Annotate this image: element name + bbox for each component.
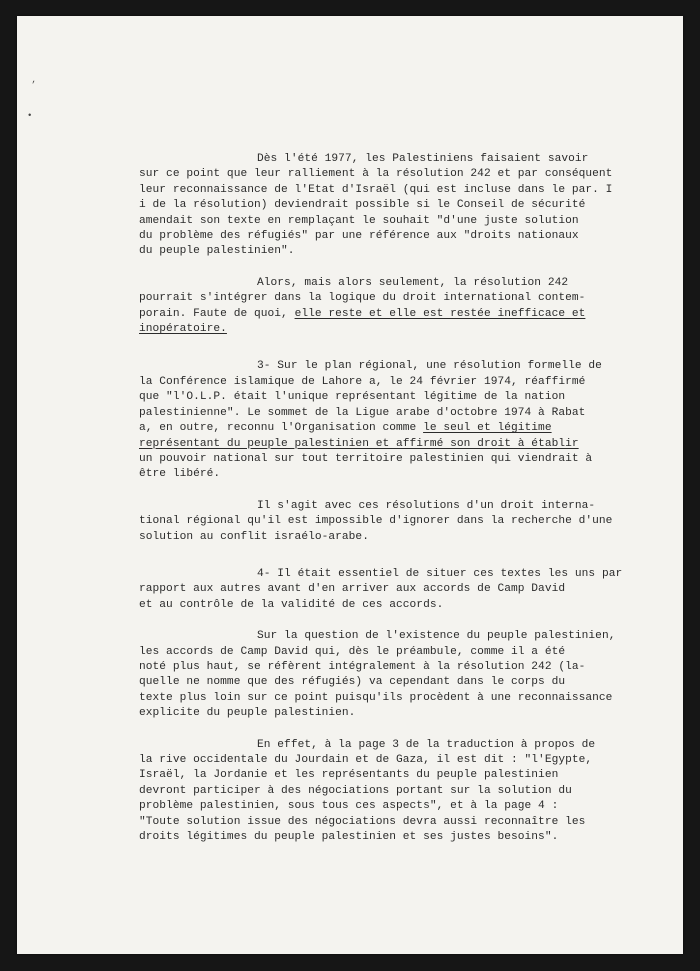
text-line: Israël, la Jordanie et les représentants du peuple palestinien — [139, 769, 559, 782]
text-line: du problème des réfugiés" par une référence aux "droits nationaux — [139, 230, 579, 243]
text-line: devront participer à des négociations portant sur la solution du — [139, 784, 572, 797]
text-line-underlined: inopératoire. — [139, 323, 227, 336]
underlined-phrase: le seul et légitime — [423, 422, 552, 435]
text-line: i de la résolution) deviendrait possible si le Conseil de sécurité — [139, 199, 586, 212]
text-line: du peuple palestinien". — [139, 245, 295, 258]
text-line: a, en outre, reconnu l'Organisation comme le seul et légitime — [139, 422, 552, 435]
paragraph-1 — [139, 152, 619, 260]
text-line: rapport aux autres avant d'en arriver aux accords de Camp David — [139, 583, 566, 596]
text-line: texte plus loin sur ce point puisqu'ils procèdent à une reconnaissance — [139, 691, 613, 704]
text-line: tional régional qu'il est impossible d'ignorer dans la recherche d'une — [139, 515, 613, 528]
text-line: la rive occidentale du Jourdain et de Gaza, il est dit : "l'Egypte, — [139, 754, 593, 766]
text-line: amendait son texte en remplaçant le souhait "d'une juste solution — [139, 214, 579, 227]
text-line: un pouvoir national sur tout territoire palestinien qui viendrait à — [139, 452, 593, 465]
paragraph-7 — [139, 738, 619, 846]
margin-mark-top: ‚ — [31, 75, 37, 85]
text-line: "Toute solution issue des négociations devra aussi reconnaître les — [139, 815, 586, 828]
text-line: palestinienne". Le sommet de la Ligue arabe d'octobre 1974 à Rabat — [139, 406, 586, 419]
text-line: droits légitimes du peuple palestinien et ses justes besoins". — [139, 831, 559, 844]
paragraph-3 — [139, 359, 619, 482]
text-line: solution au conflit israélo-arabe. — [139, 530, 369, 543]
text-line: 4- Il était essentiel de situer ces textes les uns par — [257, 567, 623, 580]
text-line-underlined: porain. Faute de quoi, elle reste et elle est restée inefficace et — [139, 307, 586, 320]
text-line: que "l'O.L.P. était l'unique représentant légitime de la nation — [139, 391, 566, 404]
text-line: Alors, mais alors seulement, la résolution 242 — [257, 276, 569, 289]
text-line: leur reconnaissance de l'Etat d'Israël (qui est incluse dans le par. I — [139, 183, 613, 196]
text-line: sur ce point que leur ralliement à la résolution 242 et par conséquent — [139, 168, 613, 181]
text-line: problème palestinien, sous tous ces aspects", et à la page 4 : — [139, 800, 559, 813]
text-line: la Conférence islamique de Lahore a, le 24 février 1974, réaffirmé — [139, 375, 586, 388]
text-line: Dès l'été 1977, les Palestiniens faisaient savoir — [257, 153, 589, 165]
paragraph-2 — [139, 276, 619, 338]
text-line: quelle ne nomme que des réfugiés) va cependant dans le corps du — [139, 676, 566, 689]
text-line: 3- Sur le plan régional, une résolution formelle de — [257, 360, 602, 373]
paragraph-6 — [139, 629, 619, 721]
paragraph-5 — [139, 567, 623, 613]
text-line-underlined: représentant du peuple palestinien et affirmé son droit à établir — [139, 437, 579, 450]
paragraph-4 — [139, 499, 619, 545]
text-line: et au contrôle de la validité de ces accords. — [139, 598, 444, 611]
text-line: explicite du peuple palestinien. — [139, 707, 356, 720]
margin-mark-bottom: • — [27, 111, 33, 121]
document-page — [17, 16, 683, 954]
text-line: Sur la question de l'existence du peuple palestinien, — [257, 630, 616, 643]
text-line: En effet, à la page 3 de la traduction à propos de — [257, 738, 596, 751]
text-line: pourrait s'intégrer dans la logique du droit international contem- — [139, 292, 586, 305]
text-line: les accords de Camp David qui, dès le préambule, comme il a été — [139, 645, 566, 658]
document-body — [139, 152, 623, 845]
underlined-phrase: elle reste et elle est restée inefficace et — [294, 307, 586, 320]
text-line: noté plus haut, se réfèrent intégralement à la résolution 242 (la- — [139, 660, 586, 673]
text-line: Il s'agit avec ces résolutions d'un droit interna- — [257, 499, 596, 512]
text-line: être libéré. — [139, 468, 221, 481]
